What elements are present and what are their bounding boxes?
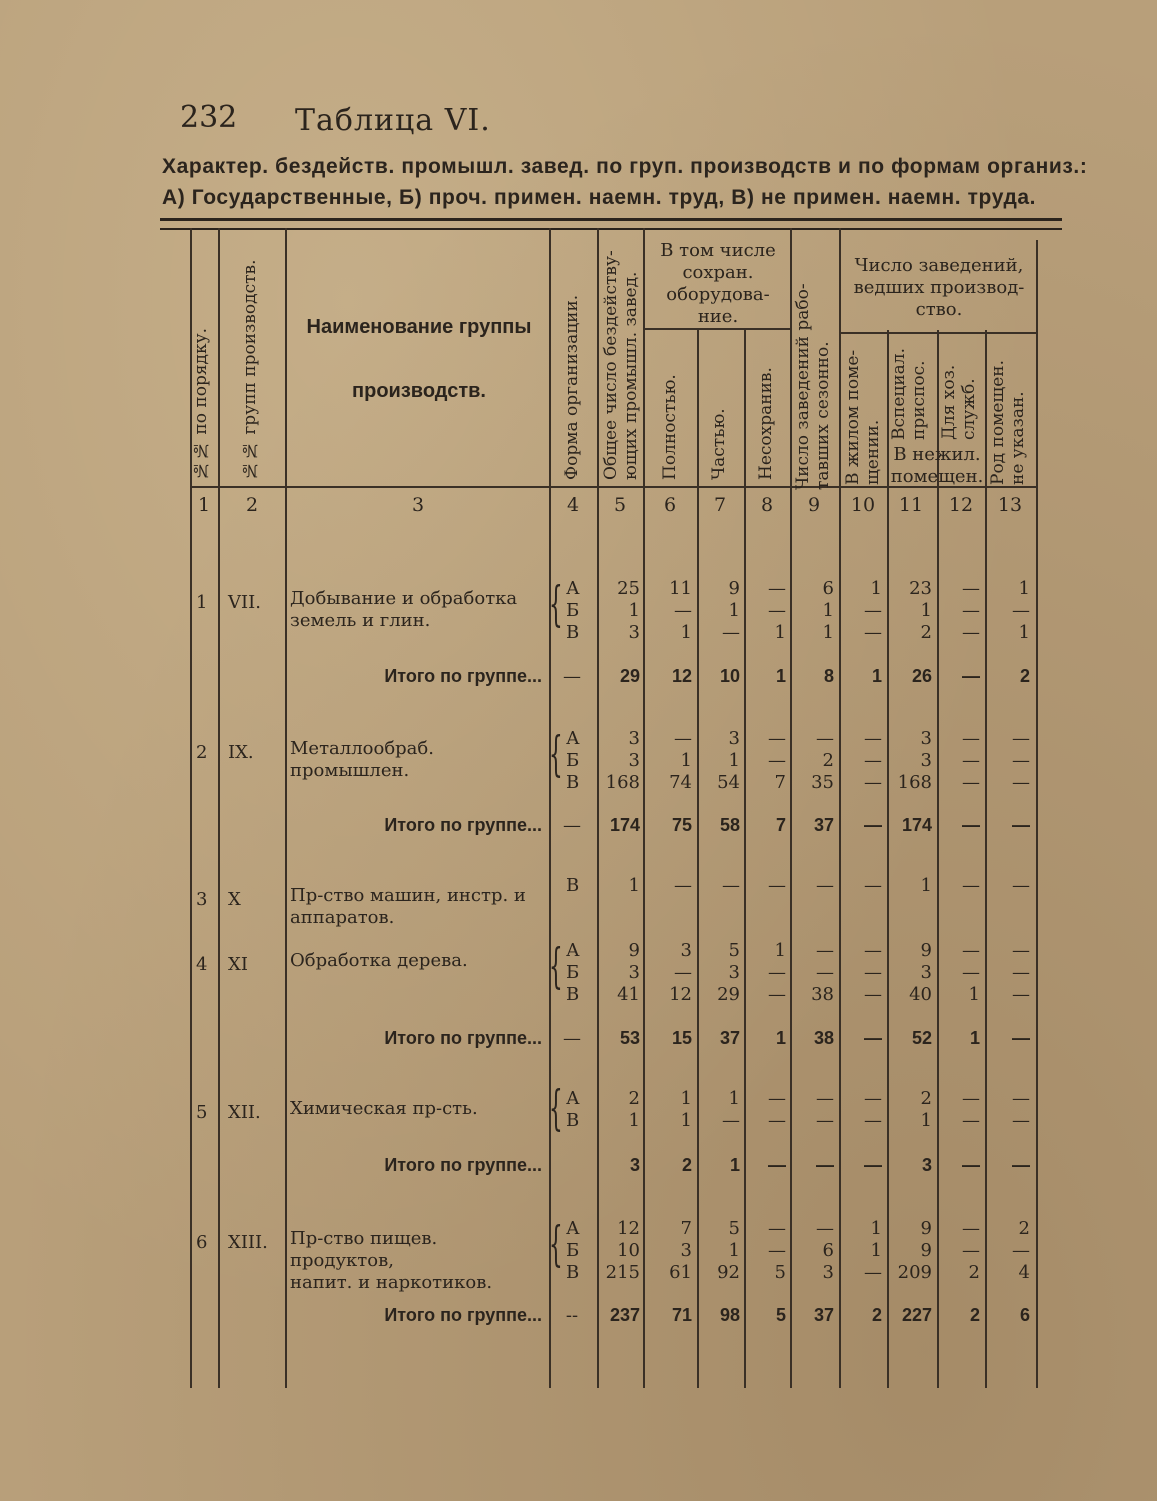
row-number: 1 (196, 592, 208, 613)
total-cell: — (1012, 815, 1030, 835)
table-cell: — (864, 1088, 882, 1109)
table-cell: 2 (920, 1088, 932, 1109)
table-cell: 1 (728, 600, 740, 621)
table-cell: — (722, 875, 740, 896)
group-number: XI (228, 954, 248, 975)
table-cell: — (816, 728, 834, 749)
table-border-right (1036, 240, 1038, 1388)
table-cell: 2 (968, 1262, 980, 1283)
table-cell: — (1012, 1240, 1030, 1261)
total-cell: — (864, 1155, 882, 1175)
total-cell: 1 (775, 666, 786, 686)
group-name: Химическая пр-сть. (290, 1098, 478, 1119)
table-cell: — (1012, 600, 1030, 621)
table-cell: 61 (669, 1262, 692, 1283)
table-cell: — (722, 1110, 740, 1131)
table-cell: — (962, 600, 980, 621)
total-cell: — (962, 1155, 980, 1175)
table-cell: — (864, 1110, 882, 1131)
form-label: В (566, 622, 580, 643)
total-cell: 1 (775, 1028, 786, 1048)
col-number-2: 2 (245, 494, 259, 516)
col-number-3: 3 (411, 494, 425, 516)
table-cell: 209 (897, 1262, 932, 1283)
table-cell: — (816, 1088, 834, 1109)
total-label: Итого по группе... (384, 815, 542, 835)
header-col-8: Несохранив. (756, 367, 776, 480)
total-cell: 71 (671, 1305, 692, 1325)
col-divider (790, 228, 792, 1388)
table-cell: — (1012, 984, 1030, 1005)
table-cell: — (962, 962, 980, 983)
col-divider (218, 228, 220, 1388)
brace: { (549, 576, 563, 632)
table-cell: 1 (870, 578, 882, 599)
table-cell: 4 (1018, 1262, 1030, 1283)
table-cell: 3 (920, 962, 932, 983)
table-cell: 1 (680, 622, 692, 643)
col-number-7: 7 (713, 494, 727, 516)
table-cell: 3 (680, 940, 692, 961)
table-cell: 54 (717, 772, 740, 793)
col-number-12: 12 (948, 494, 974, 516)
brace: { (549, 938, 563, 994)
brace: { (549, 1216, 563, 1272)
form-label: В (566, 984, 580, 1005)
table-cell: — (816, 1110, 834, 1131)
table-cell: 40 (909, 984, 932, 1005)
table-cell: 1 (774, 622, 786, 643)
table-cell: 9 (920, 1218, 932, 1239)
table-cell: 1 (628, 1110, 640, 1131)
form-label: А (566, 1088, 580, 1109)
table-cell: 168 (897, 772, 932, 793)
table-cell: 29 (717, 984, 740, 1005)
total-cell: — (864, 815, 882, 835)
group-name: Обработка дерева. (290, 950, 468, 971)
total-cell: 37 (719, 1028, 740, 1048)
group-number: XIII. (228, 1232, 268, 1253)
total-form-cell: — (563, 815, 581, 836)
table-cell: 1 (680, 1110, 692, 1131)
table-cell: — (1012, 962, 1030, 983)
form-label: В (566, 772, 580, 793)
total-cell: — (962, 666, 980, 686)
total-label: Итого по группе... (384, 1028, 542, 1048)
group-number: VII. (228, 592, 261, 613)
total-label: Итого по группе... (384, 1305, 542, 1325)
total-cell: 2 (969, 1305, 980, 1325)
table-cell: — (864, 600, 882, 621)
table-cell: 5 (728, 1218, 740, 1239)
total-cell: 58 (719, 815, 740, 835)
table-cell: 35 (811, 772, 834, 793)
total-cell: 53 (619, 1028, 640, 1048)
table-cell: 3 (920, 728, 932, 749)
group-name: Металлообраб. промышлен. (290, 738, 434, 781)
table-cell: — (962, 578, 980, 599)
total-cell: 29 (619, 666, 640, 686)
table-cell: 1 (822, 600, 834, 621)
table-cell: 9 (920, 940, 932, 961)
header-col-1: №№ по порядку. (191, 327, 211, 480)
table-cell: 9 (628, 940, 640, 961)
total-cell: 10 (719, 666, 740, 686)
table-cell: 168 (605, 772, 640, 793)
table-cell: 3 (628, 750, 640, 771)
table-cell: 3 (728, 728, 740, 749)
table-cell: — (1012, 728, 1030, 749)
header-col-2: №№ групп производств. (240, 259, 260, 480)
table-cell: — (962, 772, 980, 793)
table-cell: — (722, 622, 740, 643)
total-cell: 1 (729, 1155, 740, 1175)
total-cell: 1 (969, 1028, 980, 1048)
top-rule (160, 218, 1062, 221)
total-cell: 5 (775, 1305, 786, 1325)
table-cell: — (962, 1218, 980, 1239)
total-cell: 174 (609, 815, 640, 835)
table-cell: 9 (920, 1240, 932, 1261)
total-cell: — (864, 1028, 882, 1048)
table-cell: 1 (870, 1240, 882, 1261)
total-cell: 12 (671, 666, 692, 686)
total-cell: 38 (813, 1028, 834, 1048)
header-col-3-line2: производств. (352, 380, 486, 402)
table-cell: 1 (628, 875, 640, 896)
table-cell: — (674, 728, 692, 749)
total-cell: 2 (681, 1155, 692, 1175)
table-cell: 5 (774, 1262, 786, 1283)
total-label: Итого по группе... (384, 666, 542, 686)
col-divider (285, 228, 287, 1388)
table-cell: 1 (920, 1110, 932, 1131)
table-cell: 1 (822, 622, 834, 643)
table-cell: 6 (822, 1240, 834, 1261)
total-cell: 2 (1019, 666, 1030, 686)
table-cell: — (1012, 750, 1030, 771)
total-cell: 3 (921, 1155, 932, 1175)
table-cell: — (864, 750, 882, 771)
col-number-8: 8 (760, 494, 774, 516)
table-cell: — (768, 1240, 786, 1261)
header-col-4: Форма организации. (562, 294, 582, 480)
form-label: В (566, 1110, 580, 1131)
col-number-6: 6 (663, 494, 677, 516)
table-cell: 41 (617, 984, 640, 1005)
table-cell: 7 (774, 772, 786, 793)
total-cell: 2 (871, 1305, 882, 1325)
table-cell: 5 (728, 940, 740, 961)
col-number-5: 5 (613, 494, 627, 516)
table-cell: — (962, 1088, 980, 1109)
group-underline (841, 332, 1037, 334)
table-cell: — (674, 600, 692, 621)
table-cell: — (962, 622, 980, 643)
form-label: А (566, 728, 580, 749)
group-number: XII. (228, 1102, 261, 1123)
table-cell: — (864, 622, 882, 643)
table-cell: — (674, 962, 692, 983)
form-label: А (566, 578, 580, 599)
col-number-13: 13 (997, 494, 1023, 516)
total-cell: 237 (609, 1305, 640, 1325)
col-number-4: 4 (566, 494, 580, 516)
total-form-cell: — (563, 666, 581, 687)
table-cell: — (864, 962, 882, 983)
table-cell: 74 (669, 772, 692, 793)
form-label: Б (566, 750, 580, 771)
table-cell: 3 (728, 962, 740, 983)
table-cell: — (864, 940, 882, 961)
table-cell: — (962, 940, 980, 961)
header-col-12a: Для хоз. служб. (939, 364, 979, 440)
table-cell: — (864, 875, 882, 896)
row-number: 6 (196, 1232, 208, 1253)
total-cell: — (962, 815, 980, 835)
table-cell: 7 (680, 1218, 692, 1239)
header-group-places: Число заведений, ведших производ- ство. (853, 255, 1025, 320)
form-label: В (566, 875, 580, 896)
total-cell: 1 (871, 666, 882, 686)
table-cell: 10 (617, 1240, 640, 1261)
total-cell: 8 (823, 666, 834, 686)
brace: { (549, 726, 563, 782)
table-cell: 3 (628, 622, 640, 643)
table-cell: — (1012, 940, 1030, 961)
table-cell: — (768, 750, 786, 771)
table-cell: — (674, 875, 692, 896)
table-cell: — (962, 875, 980, 896)
form-label: В (566, 1262, 580, 1283)
table-cell: 2 (920, 622, 932, 643)
total-cell: 3 (629, 1155, 640, 1175)
header-col-9: Число заведений рабо- тавших сезонно. (793, 283, 833, 490)
header-col-10: В жилом поме- щении. (843, 349, 883, 485)
table-cell: — (816, 875, 834, 896)
col-number-1: 1 (197, 494, 211, 516)
total-cell: 37 (813, 815, 834, 835)
table-cell: — (962, 750, 980, 771)
form-label: А (566, 1218, 580, 1239)
table-cell: — (768, 600, 786, 621)
total-cell: 15 (671, 1028, 692, 1048)
table-cell: 6 (822, 578, 834, 599)
table-cell: — (768, 1110, 786, 1131)
total-label: Итого по группе... (384, 1155, 542, 1175)
table-cell: 92 (717, 1262, 740, 1283)
table-cell: 2 (1018, 1218, 1030, 1239)
total-cell: 7 (775, 815, 786, 835)
table-title: Таблица VI. (295, 103, 491, 138)
group-number: X (228, 889, 241, 910)
table-cell: 3 (628, 728, 640, 749)
col-number-9: 9 (807, 494, 821, 516)
header-col-13: Род помещен. не указан. (988, 360, 1028, 485)
group-name: Добывание и обработка земель и глин. (290, 588, 518, 631)
table-cell: — (1012, 772, 1030, 793)
table-cell: — (816, 962, 834, 983)
table-cell: 1 (870, 1218, 882, 1239)
table-cell: — (768, 875, 786, 896)
table-cell: 9 (728, 578, 740, 599)
total-cell: 6 (1019, 1305, 1030, 1325)
group-name: Пр-ство пищев. продуктов, напит. и наркотиков. (290, 1228, 493, 1293)
table-cell: 3 (920, 750, 932, 771)
caption-line-1: Характер. бездейств. промышл. завед. по груп. производств и по формам организ.: (162, 155, 1088, 178)
header-col-6: Полностью. (660, 374, 680, 480)
table-cell: 3 (680, 1240, 692, 1261)
table-cell: — (962, 1110, 980, 1131)
table-cell: 1 (920, 875, 932, 896)
table-cell: 11 (669, 578, 692, 599)
table-cell: 1 (968, 984, 980, 1005)
row-number: 5 (196, 1102, 208, 1123)
group-underline (645, 328, 791, 330)
total-cell: 37 (813, 1305, 834, 1325)
total-cell: 75 (671, 815, 692, 835)
table-cell: 2 (822, 750, 834, 771)
table-cell: 215 (605, 1262, 640, 1283)
table-cell: 1 (1018, 578, 1030, 599)
form-label: Б (566, 600, 580, 621)
table-cell: — (864, 772, 882, 793)
row-number: 2 (196, 742, 208, 763)
table-cell: 1 (728, 1240, 740, 1261)
header-col-7: Частью. (709, 408, 729, 480)
table-cell: — (768, 984, 786, 1005)
total-cell: 98 (719, 1305, 740, 1325)
total-cell: 227 (901, 1305, 932, 1325)
table-cell: 1 (728, 750, 740, 771)
total-form-cell: — (563, 1028, 581, 1049)
form-label: Б (566, 962, 580, 983)
col-divider (597, 228, 599, 1388)
total-form-cell: -- (565, 1305, 579, 1326)
group-name: Пр-ство машин, инстр. и аппаратов. (290, 885, 526, 928)
total-cell: — (1012, 1155, 1030, 1175)
header-group-equipment: В том числе сохран. оборудова- ние. (660, 240, 776, 327)
col-divider (643, 228, 645, 1388)
row-number: 3 (196, 889, 208, 910)
table-cell: — (864, 984, 882, 1005)
table-cell: 1 (1018, 622, 1030, 643)
table-cell: 38 (811, 984, 834, 1005)
total-cell: 174 (901, 815, 932, 835)
header-col-11a: Вспециал. приспос. (889, 347, 929, 440)
table-cell: 1 (774, 940, 786, 961)
table-cell: — (816, 1218, 834, 1239)
table-cell: 12 (669, 984, 692, 1005)
total-cell: — (768, 1155, 786, 1175)
table-cell: — (1012, 1088, 1030, 1109)
col-divider (839, 228, 841, 1388)
table-cell: — (962, 728, 980, 749)
table-cell: 1 (728, 1088, 740, 1109)
table-cell: 1 (680, 750, 692, 771)
table-cell: — (768, 1088, 786, 1109)
table-cell: — (768, 962, 786, 983)
group-number: IX. (228, 742, 254, 763)
total-cell: 52 (911, 1028, 932, 1048)
table-cell: — (1012, 1110, 1030, 1131)
header-col-3-line1: Наименование группы (306, 316, 532, 338)
table-cell: 3 (628, 962, 640, 983)
header-col-11b: В нежил. помещен. (890, 444, 984, 487)
table-cell: — (768, 1218, 786, 1239)
table-cell: 1 (920, 600, 932, 621)
table-cell: — (962, 1240, 980, 1261)
header-col-5: Общее число бездейству- ющих промышл. завед. (601, 250, 641, 480)
col-number-11: 11 (898, 494, 924, 516)
brace: { (549, 1080, 563, 1136)
caption-line-2: А) Государственные, Б) проч. примен. наемн. труд, В) не примен. наемн. труда. (162, 186, 1037, 209)
table-cell: 1 (680, 1088, 692, 1109)
table-cell: 2 (628, 1088, 640, 1109)
table-cell: — (864, 728, 882, 749)
table-cell: — (1012, 875, 1030, 896)
row-number: 4 (196, 954, 208, 975)
form-label: Б (566, 1240, 580, 1261)
table-cell: — (816, 940, 834, 961)
table-cell: 3 (822, 1262, 834, 1283)
table-cell: — (768, 728, 786, 749)
table-cell: 1 (628, 600, 640, 621)
total-cell: 26 (911, 666, 932, 686)
total-cell: — (816, 1155, 834, 1175)
col-number-10: 10 (850, 494, 876, 516)
table-cell: — (864, 1262, 882, 1283)
page-number: 232 (180, 100, 238, 135)
total-cell: — (1012, 1028, 1030, 1048)
table-cell: 12 (617, 1218, 640, 1239)
top-rule-thin (160, 228, 1062, 230)
form-label: А (566, 940, 580, 961)
table-cell: 23 (909, 578, 932, 599)
table-cell: — (768, 578, 786, 599)
table-cell: 25 (617, 578, 640, 599)
